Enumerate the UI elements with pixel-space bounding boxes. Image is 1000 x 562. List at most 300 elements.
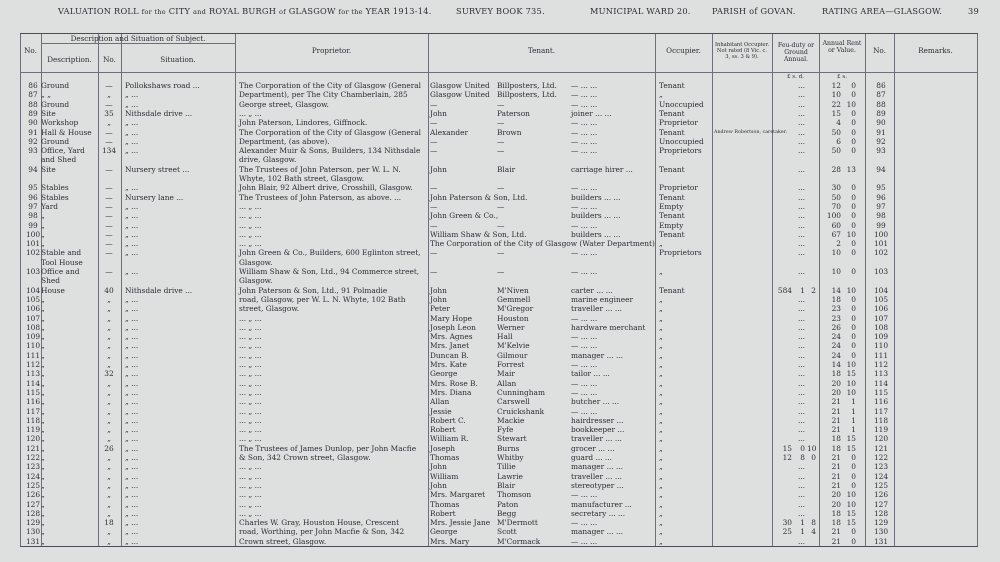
tenant-occupation: butcher ... ...	[571, 397, 620, 407]
street-number: „	[107, 322, 111, 332]
proprietor: ... „ ...	[239, 480, 262, 490]
rent-shillings: 0	[851, 220, 856, 230]
table-row	[20, 295, 978, 304]
description: „	[41, 360, 45, 369]
table-row	[20, 230, 978, 239]
rent-pounds: 2	[836, 239, 841, 249]
rent-shillings: 0	[851, 81, 856, 90]
feu-shillings: ...	[797, 248, 805, 258]
rent-shillings: 1	[851, 415, 856, 425]
row-number-right: 98	[876, 211, 886, 221]
row-number-right: 94	[876, 164, 886, 174]
tenant-first-name: Jessie	[430, 406, 452, 416]
description: „	[41, 536, 45, 546]
title-part: CITY	[168, 6, 191, 16]
occupier: Tenant	[659, 229, 685, 239]
rent-pounds: 14	[831, 285, 841, 295]
tenant-occupation: — ... ...	[571, 220, 598, 230]
description: „	[41, 350, 45, 360]
proprietor: The Trustees of James Dunlop, per John Macfie	[239, 443, 417, 453]
description: Stable and	[41, 248, 82, 258]
row-number-right: 119	[873, 425, 889, 435]
rent-shillings: 0	[851, 527, 856, 537]
rent-pounds: 24	[831, 341, 841, 351]
tenant-first-name: Robert	[430, 425, 456, 435]
street-number: „	[107, 490, 111, 500]
rent-shillings: 10	[846, 99, 856, 109]
proprietor: William Shaw & Son, Ltd., 94 Commerce street,	[239, 267, 420, 276]
occupier: Tenant	[659, 81, 685, 90]
row-number: 118	[25, 415, 41, 425]
tenant-first-name: Allan	[430, 397, 450, 407]
description: „ „	[41, 90, 52, 100]
table-row	[20, 425, 978, 434]
table-row	[20, 174, 978, 183]
row-number: 92	[28, 136, 38, 146]
tenant-occupation: — ... ...	[571, 341, 598, 351]
table-row	[20, 490, 978, 499]
table-row	[20, 314, 978, 323]
occupier: Proprietors	[659, 248, 702, 258]
survey-book: SURVEY BOOK 735.	[456, 6, 545, 16]
row-number-right: 110	[873, 341, 889, 351]
proprietor: ... „ ...	[239, 201, 262, 211]
tenant-first-name: —	[430, 99, 438, 109]
street-number: —	[105, 192, 113, 202]
tenant-first-name: John	[430, 164, 447, 174]
row-number: 98	[28, 211, 38, 221]
row-number-right: 122	[873, 453, 889, 462]
occupier: „	[659, 239, 663, 249]
tenant-first-name: William Shaw & Son, Ltd.	[430, 229, 527, 239]
rent-pounds: 26	[831, 322, 841, 332]
tenant-occupation: — ... ...	[571, 313, 598, 323]
rent-pounds: 24	[831, 350, 841, 360]
occupier: „	[659, 304, 663, 314]
tenant-surname: Hall	[497, 332, 513, 342]
rent-shillings: 0	[851, 136, 856, 146]
rent-shillings: 10	[846, 360, 856, 369]
row-number: 106	[25, 304, 41, 314]
table-row	[20, 518, 978, 527]
row-number-right: 113	[873, 369, 889, 379]
rent-shillings: 1	[851, 397, 856, 407]
row-number-right: 107	[873, 313, 889, 323]
tenant-surname: Brown	[497, 127, 522, 137]
tenant-surname: Paterson	[497, 108, 530, 118]
tenant-first-name: William	[430, 471, 459, 481]
proprietor: Department, (as above).	[239, 136, 330, 146]
occupier: „	[659, 508, 663, 518]
situation: „ ...	[125, 99, 139, 109]
tenant-occupation: — ... ...	[571, 127, 598, 137]
occupier: Tenant	[659, 127, 685, 137]
description: Ground	[41, 99, 70, 109]
occupier: „	[659, 425, 663, 435]
rent-shillings: 0	[851, 267, 856, 276]
tenant-occupation: — ... ...	[571, 360, 598, 369]
tenant-occupation: — ... ...	[571, 387, 598, 397]
rent-pounds: 22	[831, 99, 841, 109]
description: Hall & House	[41, 127, 92, 137]
rent-pounds: 70	[831, 201, 841, 211]
description: Office and	[41, 267, 80, 276]
feu-pence: 2	[811, 285, 816, 295]
situation: Nursery street ...	[125, 164, 190, 174]
row-number: 102	[25, 248, 41, 258]
situation: „ ...	[125, 220, 139, 230]
tenant-surname: Begg	[497, 508, 517, 518]
feu-shillings: 0	[800, 443, 805, 453]
street-number: —	[105, 127, 113, 137]
row-number-right: 93	[876, 146, 886, 156]
row-number: 122	[25, 453, 41, 462]
feu-shillings: ...	[797, 369, 805, 379]
street-number: 40	[104, 285, 114, 295]
table-row	[20, 81, 978, 90]
tenant-surname: M'Cormack	[497, 536, 541, 546]
roll-title	[58, 6, 432, 16]
situation: „ ...	[125, 90, 139, 100]
street-number: „	[107, 350, 111, 360]
street-number: „	[107, 304, 111, 314]
feu-shillings: ...	[797, 406, 805, 416]
situation: „ ...	[125, 527, 139, 537]
situation: „ ...	[125, 201, 139, 211]
street-number: 35	[104, 108, 114, 118]
tenant-surname: Gemmell	[497, 294, 531, 304]
tenant-occupation: — ... ...	[571, 536, 598, 546]
tenant-surname: Cunningham	[497, 387, 545, 397]
rent-pounds: 18	[831, 369, 841, 379]
municipal-ward: MUNICIPAL WARD 20.	[590, 6, 691, 16]
feu-shillings: ...	[797, 508, 805, 518]
description: House	[41, 285, 65, 295]
tenant-first-name: Thomas	[430, 453, 460, 462]
situation: „ ...	[125, 136, 139, 146]
feu-shillings: ...	[797, 99, 805, 109]
tenant-first-name: George	[430, 369, 458, 379]
feu-shillings: ...	[797, 183, 805, 193]
street-number: „	[107, 415, 111, 425]
street-number: —	[105, 183, 113, 193]
page-number: 39	[968, 6, 979, 16]
feu-shillings: ...	[797, 471, 805, 481]
tenant-first-name: —	[430, 136, 438, 146]
description: „	[41, 471, 45, 481]
row-number-right: 111	[873, 350, 889, 360]
row-number: 123	[25, 462, 41, 472]
row-number-right: 116	[873, 397, 889, 407]
occupier: „	[659, 360, 663, 369]
rent-pounds: 21	[831, 536, 841, 546]
tenant-first-name: Mrs. Rose B.	[430, 378, 478, 388]
tenant-occupation: manager ... ...	[571, 527, 624, 537]
description: „	[41, 294, 45, 304]
tenant-occupation: — ... ...	[571, 201, 598, 211]
row-number-right: 90	[876, 118, 886, 128]
feu-shillings: ...	[797, 462, 805, 472]
proprietor: Whyte, 102 Bath street, Glasgow.	[239, 174, 365, 183]
rent-pounds: 20	[831, 499, 841, 509]
street-number: „	[107, 378, 111, 388]
situation: „ ...	[125, 211, 139, 221]
situation: „ ...	[125, 453, 139, 462]
page-header	[0, 6, 1000, 22]
situation: „ ...	[125, 415, 139, 425]
feu-shillings: ...	[797, 164, 805, 174]
row-number-right: 128	[873, 508, 889, 518]
table-row	[20, 444, 978, 453]
proprietor: John Blair, 92 Albert drive, Crosshill, Glasgow.	[239, 183, 413, 193]
rent-pounds: 18	[831, 434, 841, 444]
street-number: 26	[104, 443, 114, 453]
description: „	[41, 220, 45, 230]
row-number-right: 130	[873, 527, 889, 537]
situation: „ ...	[125, 378, 139, 388]
col-header-remarks: Remarks.	[918, 46, 953, 55]
tenant-surname: —	[497, 136, 505, 146]
tenant-first-name: George	[430, 527, 458, 537]
proprietor: ... „ ...	[239, 490, 262, 500]
situation: „ ...	[125, 369, 139, 379]
tenant-surname: Gilmour	[497, 350, 528, 360]
proprietor: ... „ ...	[239, 360, 262, 369]
rent-pounds: 20	[831, 490, 841, 500]
row-number: 110	[25, 341, 41, 351]
row-number: 124	[25, 471, 41, 481]
tenant-occupation: — ... ...	[571, 490, 598, 500]
rent-pounds: 18	[831, 508, 841, 518]
row-number-right: 105	[873, 294, 889, 304]
street-number: 134	[101, 146, 117, 156]
row-number: 94	[28, 164, 38, 174]
street-number: —	[105, 220, 113, 230]
feu-shillings: ...	[797, 127, 805, 137]
rent-pounds: 30	[831, 183, 841, 193]
rent-pounds: 10	[831, 248, 841, 258]
rent-pounds: 28	[831, 164, 841, 174]
situation: „ ...	[125, 229, 139, 239]
proprietor: & Son, 342 Crown street, Glasgow.	[239, 453, 371, 462]
street-number: „	[107, 332, 111, 342]
rent-pounds: 23	[831, 313, 841, 323]
description: „	[41, 313, 45, 323]
occupier: Proprietor	[659, 118, 698, 128]
description: Stables	[41, 183, 69, 193]
feu-shillings: 1	[800, 285, 805, 295]
feu-shillings: ...	[797, 480, 805, 490]
description: „	[41, 480, 45, 490]
tenant-occupation: grocer ... ...	[571, 443, 615, 453]
occupier: „	[659, 527, 663, 537]
rent-shillings: 15	[846, 508, 856, 518]
table-row	[20, 360, 978, 369]
row-number-right: 124	[873, 471, 889, 481]
tenant-occupation: builders ... ...	[571, 192, 621, 202]
tenant-surname: Blair	[497, 164, 516, 174]
feu-shillings: ...	[797, 350, 805, 360]
table-row	[20, 323, 978, 332]
tenant-occupation: — ... ...	[571, 248, 598, 258]
street-number: „	[107, 341, 111, 351]
table-row	[20, 202, 978, 211]
rent-shillings: 0	[851, 341, 856, 351]
table-row	[20, 379, 978, 388]
rent-pounds: 20	[831, 378, 841, 388]
situation: „ ...	[125, 313, 139, 323]
situation: „ ...	[125, 471, 139, 481]
rent-pounds: 50	[831, 192, 841, 202]
tenant-first-name: Glasgow United	[430, 81, 490, 90]
feu-pence: 8	[811, 518, 816, 528]
situation: „ ...	[125, 490, 139, 500]
table-row	[20, 407, 978, 416]
rent-shillings: 1	[851, 425, 856, 435]
rent-shillings: 13	[846, 164, 856, 174]
feu-shillings: ...	[797, 536, 805, 546]
table-row	[20, 100, 978, 109]
tenant-surname: Mackie	[497, 415, 525, 425]
table-row	[20, 453, 978, 462]
description: „	[41, 239, 45, 249]
tenant-first-name: Joseph Leon	[430, 322, 476, 332]
feu-shillings: ...	[797, 136, 805, 146]
table-row	[20, 258, 978, 267]
proprietor: drive, Glasgow.	[239, 155, 297, 165]
description: „	[41, 322, 45, 332]
row-number: 96	[28, 192, 38, 202]
tenant-surname: —	[497, 201, 505, 211]
tenant-surname: —	[497, 248, 505, 258]
feu-shillings: ...	[797, 332, 805, 342]
row-number-right: 91	[876, 127, 886, 137]
rent-shillings: 0	[851, 211, 856, 221]
proprietor: ... „ ...	[239, 229, 262, 239]
rent-pounds: 21	[831, 415, 841, 425]
tenant-occupation: carriage hirer ...	[571, 164, 633, 174]
rent-shillings: 0	[851, 350, 856, 360]
table-row	[20, 537, 978, 546]
row-number-right: 89	[876, 108, 886, 118]
row-number-right: 97	[876, 201, 886, 211]
occupier: Proprietor	[659, 183, 698, 193]
situation: „ ...	[125, 536, 139, 546]
row-number-right: 101	[873, 239, 889, 249]
feu-shillings: ...	[797, 201, 805, 211]
proprietor: ... „ ...	[239, 220, 262, 230]
table-row	[20, 267, 978, 276]
proprietor: ... „ ...	[239, 108, 262, 118]
feu-shillings: ...	[797, 267, 805, 276]
situation: „ ...	[125, 387, 139, 397]
tenant-first-name: Thomas	[430, 499, 460, 509]
tenant-surname: Cruickshank	[497, 406, 545, 416]
tenant-first-name: Joseph	[430, 443, 456, 453]
tenant-surname: Paton	[497, 499, 519, 509]
situation: „ ...	[125, 118, 139, 128]
rent-pounds: 67	[831, 229, 841, 239]
table-row	[20, 137, 978, 146]
table-row	[20, 118, 978, 127]
rent-shillings: 0	[851, 332, 856, 342]
table-row	[20, 434, 978, 443]
valuation-table	[20, 33, 978, 547]
situation: „ ...	[125, 248, 139, 258]
feu-shillings: ...	[797, 294, 805, 304]
street-number: —	[105, 136, 113, 146]
row-number-right: 99	[876, 220, 886, 230]
tenant-occupation: bookkeeper ...	[571, 425, 625, 435]
rent-pounds: 60	[831, 220, 841, 230]
street-number: —	[105, 229, 113, 239]
rent-shillings: 0	[851, 192, 856, 202]
tenant-occupation: — ... ...	[571, 406, 598, 416]
description: „	[41, 369, 45, 379]
rent-pounds: 10	[831, 90, 841, 100]
title-part: for the	[338, 8, 363, 16]
row-number: 125	[25, 480, 41, 490]
row-number: 114	[25, 378, 41, 388]
tenant-occupation: hairdresser ...	[571, 415, 624, 425]
tenant-first-name: Mrs. Mary	[430, 536, 470, 546]
occupier: „	[659, 332, 663, 342]
tenant-occupation: traveller ... ...	[571, 434, 622, 444]
situation: Nithsdale drive ...	[125, 108, 193, 118]
description: Tool House	[41, 257, 83, 267]
street-number: „	[107, 499, 111, 509]
inhabitant-occupier: Andrew Robertson, caretaker.	[714, 129, 788, 135]
proprietor: ... „ ...	[239, 211, 262, 221]
description: Shed	[41, 276, 60, 286]
situation: Nursery lane ...	[125, 192, 184, 202]
rent-shillings: 0	[851, 322, 856, 332]
tenant-occupation: — ... ...	[571, 378, 598, 388]
tenant-surname: —	[497, 99, 505, 109]
occupier: „	[659, 518, 663, 528]
tenant-occupation: — ... ...	[571, 136, 598, 146]
proprietor: John Paterson, Lindores, Giffnock.	[239, 118, 368, 128]
rent-shillings: 0	[851, 304, 856, 314]
parish: PARISH of GOVAN.	[712, 6, 796, 16]
col-header-description: Description.	[47, 55, 92, 64]
street-number: —	[105, 248, 113, 258]
col-header-number: No.	[103, 55, 116, 64]
occupier: „	[659, 90, 663, 100]
street-number: „	[107, 453, 111, 462]
tenant-first-name: —	[430, 118, 438, 128]
occupier: „	[659, 341, 663, 351]
situation: „ ...	[125, 294, 139, 304]
row-number: 120	[25, 434, 41, 444]
proprietor: Crown street, Glasgow.	[239, 536, 327, 546]
tenant-first-name: John Paterson & Son, Ltd.	[430, 192, 528, 202]
tenant-surname: Blair	[497, 480, 516, 490]
situation: „ ...	[125, 146, 139, 156]
occupier: „	[659, 499, 663, 509]
row-number: 115	[25, 387, 41, 397]
feu-pounds: 15	[782, 443, 792, 453]
proprietor: ... „ ...	[239, 499, 262, 509]
street-number: „	[107, 90, 111, 100]
row-number: 131	[25, 536, 41, 546]
title-part: and	[192, 8, 207, 16]
street-number: —	[105, 267, 113, 276]
row-number: 86	[28, 81, 38, 90]
tenant-first-name: Peter	[430, 304, 450, 314]
proprietor: John Green & Co., Builders, 600 Eglinton street,	[239, 248, 421, 258]
proprietor: ... „ ...	[239, 341, 262, 351]
